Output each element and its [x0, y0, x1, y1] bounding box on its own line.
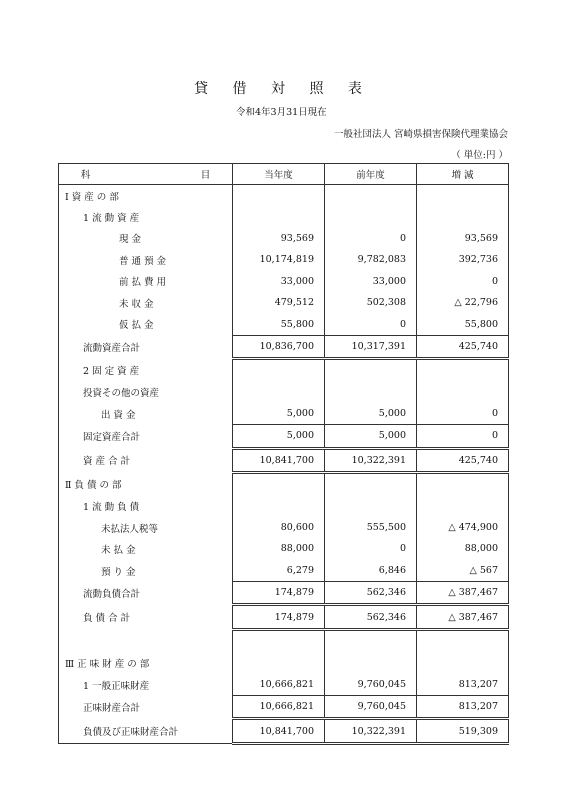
change-value — [417, 206, 509, 227]
row-label: 出 資 金 — [59, 403, 233, 425]
change-value: △ 474,900 — [417, 517, 509, 538]
current-year-value: 174,879 — [233, 605, 325, 629]
change-value — [417, 473, 509, 496]
previous-year-value: 6,846 — [325, 560, 417, 582]
row-label: 投資その他の資産 — [59, 382, 233, 403]
previous-year-value: 5,000 — [325, 425, 417, 448]
table-total-row — [59, 582, 509, 605]
previous-year-value: 562,346 — [325, 605, 417, 629]
change-value — [417, 629, 509, 652]
row-label: 流動負債合計 — [59, 582, 233, 605]
change-value: 392,736 — [417, 249, 509, 270]
row-label: 1 流 動 負 債 — [59, 495, 233, 516]
table-total-row — [59, 425, 509, 448]
change-value — [417, 652, 509, 673]
previous-year-value: 10,322,391 — [325, 719, 417, 743]
table-row — [59, 652, 509, 673]
table-row — [59, 517, 509, 538]
table-total-row — [59, 335, 509, 358]
table-row — [59, 495, 509, 516]
previous-year-value: 10,322,391 — [325, 448, 417, 472]
current-year-value — [233, 359, 325, 382]
header-current-year: 当年度 — [233, 164, 325, 185]
change-value: 425,740 — [417, 448, 509, 472]
row-label: 資 産 合 計 — [59, 448, 233, 472]
previous-year-value — [325, 359, 417, 382]
previous-year-value — [325, 629, 417, 652]
table-row — [59, 359, 509, 382]
table-row — [59, 403, 509, 425]
current-year-value: 88,000 — [233, 538, 325, 559]
table-row — [59, 560, 509, 582]
previous-year-value — [325, 473, 417, 496]
change-value: 0 — [417, 271, 509, 292]
table-total-row — [59, 719, 509, 743]
table-row — [59, 382, 509, 403]
current-year-value — [233, 652, 325, 673]
previous-year-value: 10,317,391 — [325, 335, 417, 358]
row-label: 固定資産合計 — [59, 425, 233, 448]
table-row — [59, 674, 509, 696]
current-year-value: 10,836,700 — [233, 335, 325, 358]
change-value: 425,740 — [417, 335, 509, 358]
change-value — [417, 359, 509, 382]
previous-year-value — [325, 652, 417, 673]
current-year-value: 479,512 — [233, 292, 325, 313]
row-label: 流動資産合計 — [59, 335, 233, 358]
change-value — [417, 382, 509, 403]
header-subject — [59, 164, 233, 185]
table-row — [59, 249, 509, 270]
row-label: 普 通 預 金 — [59, 249, 233, 270]
row-label: Ⅰ 資 産 の 部 — [59, 185, 233, 207]
current-year-value: 5,000 — [233, 403, 325, 425]
change-value: 55,800 — [417, 313, 509, 335]
previous-year-value: 502,308 — [325, 292, 417, 313]
change-value: 519,309 — [417, 719, 509, 743]
row-label: 負債及び正味財産合計 — [59, 719, 233, 743]
row-label: 1 一般正味財産 — [59, 674, 233, 696]
change-value: △ 567 — [417, 560, 509, 582]
previous-year-value: 5,000 — [325, 403, 417, 425]
row-label: 現 金 — [59, 228, 233, 249]
row-label: 負 債 合 計 — [59, 605, 233, 629]
row-label: 前 払 費 用 — [59, 271, 233, 292]
header-change: 増 減 — [417, 164, 509, 185]
current-year-value: 174,879 — [233, 582, 325, 605]
current-year-value: 93,569 — [233, 228, 325, 249]
row-label: 未 払 金 — [59, 538, 233, 559]
change-value: 93,569 — [417, 228, 509, 249]
current-year-value: 33,000 — [233, 271, 325, 292]
as-of-date: 令和4年3月31日現在 — [236, 107, 327, 118]
previous-year-value — [325, 185, 417, 207]
current-year-value: 10,666,821 — [233, 674, 325, 696]
previous-year-value — [325, 495, 417, 516]
previous-year-value — [325, 206, 417, 227]
current-year-value: 80,600 — [233, 517, 325, 538]
change-value: 813,207 — [417, 695, 509, 718]
previous-year-value — [325, 382, 417, 403]
header-previous-year: 前年度 — [325, 164, 417, 185]
table-total-row — [59, 605, 509, 629]
document-title: 貸 借 対 照 表 — [194, 81, 372, 97]
current-year-value: 6,279 — [233, 560, 325, 582]
current-year-value — [233, 495, 325, 516]
current-year-value: 10,841,700 — [233, 448, 325, 472]
row-label: 2 固 定 資 産 — [59, 359, 233, 382]
table-row — [59, 313, 509, 335]
previous-year-value: 9,760,045 — [325, 674, 417, 696]
change-value: △ 387,467 — [417, 605, 509, 629]
row-label: 1 流 動 資 産 — [59, 206, 233, 227]
table-row — [59, 206, 509, 227]
row-label: 正味財産合計 — [59, 695, 233, 718]
row-label — [59, 629, 233, 652]
change-value: △ 387,467 — [417, 582, 509, 605]
previous-year-value: 562,346 — [325, 582, 417, 605]
row-label: 預 り 金 — [59, 560, 233, 582]
change-value: 0 — [417, 425, 509, 448]
table-row — [59, 538, 509, 559]
change-value: 813,207 — [417, 674, 509, 696]
change-value: 0 — [417, 403, 509, 425]
row-label: 未払法人税等 — [59, 517, 233, 538]
table-total-row — [59, 448, 509, 472]
previous-year-value: 33,000 — [325, 271, 417, 292]
row-label: Ⅱ 負 債 の 部 — [59, 473, 233, 496]
current-year-value — [233, 629, 325, 652]
current-year-value — [233, 473, 325, 496]
row-label: 仮 払 金 — [59, 313, 233, 335]
table-row — [59, 185, 509, 207]
previous-year-value: 555,500 — [325, 517, 417, 538]
header-subject-left: 科 — [80, 170, 91, 181]
previous-year-value: 9,760,045 — [325, 695, 417, 718]
change-value — [417, 185, 509, 207]
current-year-value: 10,174,819 — [233, 249, 325, 270]
row-label: 未 収 金 — [59, 292, 233, 313]
row-label: Ⅲ 正 味 財 産 の 部 — [59, 652, 233, 673]
current-year-value — [233, 206, 325, 227]
previous-year-value: 9,782,083 — [325, 249, 417, 270]
previous-year-value: 0 — [325, 538, 417, 559]
current-year-value: 10,666,821 — [233, 695, 325, 718]
change-value: 88,000 — [417, 538, 509, 559]
previous-year-value: 0 — [325, 228, 417, 249]
current-year-value: 10,841,700 — [233, 719, 325, 743]
table-row — [59, 228, 509, 249]
change-value — [417, 495, 509, 516]
table-row — [59, 271, 509, 292]
header-subject-right: 目 — [200, 170, 211, 181]
current-year-value — [233, 382, 325, 403]
unit-label: （ 単位:円 ） — [451, 150, 508, 161]
organization-name: 一般社団法人 宮崎県損害保険代理業協会 — [333, 129, 508, 140]
table-row — [59, 473, 509, 496]
table-body — [59, 185, 509, 744]
previous-year-value: 0 — [325, 313, 417, 335]
current-year-value: 55,800 — [233, 313, 325, 335]
change-value: △ 22,796 — [417, 292, 509, 313]
current-year-value: 5,000 — [233, 425, 325, 448]
table-total-row — [59, 695, 509, 718]
table-row — [59, 292, 509, 313]
table-row — [59, 629, 509, 652]
balance-sheet-table — [58, 163, 509, 745]
current-year-value — [233, 185, 325, 207]
table-header-row — [59, 164, 509, 185]
